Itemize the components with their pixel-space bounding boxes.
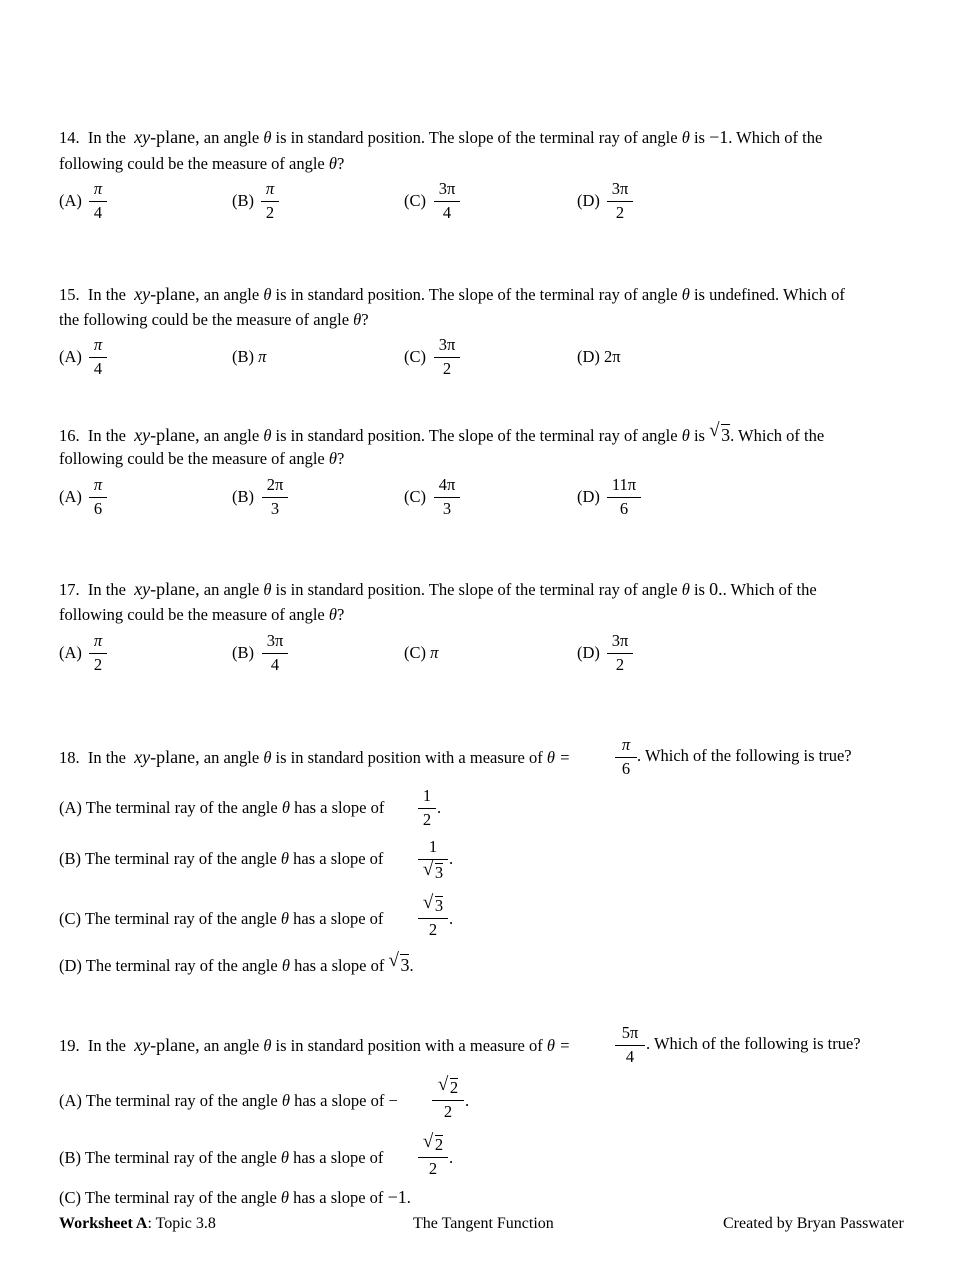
q14-choice-c-label: (C) [404, 191, 426, 210]
q14-choice-b-label: (B) [232, 191, 254, 210]
frac-num: 3π [434, 337, 460, 358]
option-has: has a slope of [294, 956, 385, 975]
frac-num: π [261, 181, 279, 202]
frac-num: 2π [262, 477, 288, 498]
q18-plane: -plane, [150, 747, 200, 767]
q14-stem-line1 [59, 128, 822, 147]
q19-measure-fraction [615, 1025, 645, 1065]
option-text: The terminal ray of the angle [85, 1091, 278, 1110]
frac-num: 1 [418, 839, 448, 860]
frac-num: π [615, 737, 637, 758]
option-sign: − [388, 1091, 398, 1110]
option-theta: θ [280, 909, 290, 928]
frac-num: 3π [434, 181, 460, 202]
q19-mid2: is in standard position with a measure of [275, 1036, 543, 1055]
q17-choice-d-label: (D) [577, 643, 600, 662]
q17-stem-line1 [59, 580, 817, 599]
option-has: has a slope of [294, 798, 385, 817]
q18-measure-fraction [615, 737, 637, 777]
option-label: (B) [59, 849, 81, 868]
q18-option-b-period: . [449, 849, 454, 868]
q19-option-b-fraction [418, 1135, 448, 1177]
q18-option-c-fraction [418, 896, 448, 938]
q17-post: . Which of the [722, 580, 817, 599]
q18-option-b [59, 851, 383, 868]
topic-label: : Topic 3.8 [147, 1215, 216, 1232]
choice-value: 2π [604, 347, 621, 366]
q17-choice-c [404, 645, 438, 662]
choice-label: (D) [577, 347, 600, 366]
q18-theta: θ [263, 748, 272, 767]
option-has: has a slope of [293, 849, 384, 868]
frac-den: 4 [442, 202, 452, 222]
q14-choice-c-fraction [434, 181, 460, 221]
q15-mid1: an angle [203, 285, 260, 304]
option-text: The terminal ray of the angle [85, 956, 278, 975]
frac-den: 2 [615, 202, 625, 222]
q16-stem-line1 [59, 424, 824, 445]
frac-den: 4 [93, 358, 103, 378]
option-theta: θ [281, 1091, 290, 1110]
q17-pre: In the [87, 580, 126, 599]
option-has: has a slope of [293, 1148, 384, 1167]
option-label: (B) [59, 1148, 81, 1167]
q14-number: 14. [59, 128, 80, 147]
frac-den: 3 [442, 498, 452, 518]
q14-theta-2: θ [681, 128, 690, 147]
q14-pre: In the [87, 128, 126, 147]
q16-qmark: ? [336, 449, 345, 468]
q18-option-a-period: . [437, 798, 442, 817]
option-has: has a slope of [293, 909, 384, 928]
q17-theta-2: θ [681, 580, 690, 599]
frac-den: 2 [428, 1158, 438, 1178]
frac-den: 2 [615, 654, 625, 674]
q18-option-a-fraction [418, 788, 436, 828]
q14-choice-a-label: (A) [59, 191, 82, 210]
q14-xy: xy [134, 127, 151, 147]
sqrt [423, 863, 443, 882]
radicand: 2 [434, 1135, 444, 1154]
option-theta: θ [280, 849, 290, 868]
footer-right: Created by Bryan Passwater [723, 1215, 904, 1232]
q15-xy: xy [134, 284, 151, 304]
frac-den: 2 [443, 1101, 453, 1121]
q16-xy: xy [134, 425, 151, 445]
option-has: has a slope of [294, 1091, 385, 1110]
choice-label: (B) [232, 347, 254, 366]
q18-stem [59, 748, 570, 767]
option-label: (C) [59, 1188, 81, 1207]
q19-option-c [59, 1188, 411, 1207]
q16-mid2: is in standard position. The slope of the terminal ray of angle [275, 426, 678, 445]
footer-center: The Tangent Function [413, 1215, 554, 1232]
frac-num: π [89, 633, 107, 654]
q15-choice-d [577, 349, 621, 366]
frac-num [432, 1078, 464, 1101]
frac-num [418, 1135, 448, 1158]
frac-den: 4 [270, 654, 280, 674]
frac-den: 6 [619, 498, 629, 518]
q17-mid1: an angle [203, 580, 260, 599]
worksheet-label: Worksheet A [59, 1215, 148, 1232]
option-theta: θ [281, 798, 290, 817]
frac-num: π [89, 477, 107, 498]
q16-is: is [693, 426, 705, 445]
q15-plane: -plane, [150, 284, 200, 304]
q16-choice-c-label: (C) [404, 487, 426, 506]
option-label: (D) [59, 956, 82, 975]
q17-theta-3: θ [328, 605, 337, 624]
frac-den: 2 [442, 358, 452, 378]
sqrt [423, 1135, 443, 1154]
q17-xy: xy [134, 579, 151, 599]
option-text: The terminal ray of the angle [85, 798, 278, 817]
q14-is: is [693, 128, 705, 147]
q16-choice-d-label: (D) [577, 487, 600, 506]
q15-pre: In the [87, 285, 126, 304]
frac-num: 3π [607, 181, 633, 202]
q17-line2: following could be the measure of angle [59, 605, 325, 624]
q14-stem-line2 [59, 156, 344, 173]
q19-option-a-fraction [432, 1078, 464, 1120]
choice-label: (C) [404, 643, 426, 662]
q14-mid2: is in standard position. The slope of the terminal ray of angle [275, 128, 678, 147]
q16-choice-d-fraction [607, 477, 641, 517]
option-label: (A) [59, 1091, 82, 1110]
q17-value: 0. [709, 579, 723, 599]
frac-num: 3π [262, 633, 288, 654]
q18-post: . Which of the following is true? [637, 746, 852, 765]
q19-option-b-period: . [449, 1148, 454, 1167]
radicand: 3 [721, 425, 731, 445]
q15-theta: θ [263, 285, 272, 304]
q14-choice-b-fraction [261, 181, 279, 221]
q19-option-a-period: . [465, 1091, 470, 1110]
q15-choice-a-label: (A) [59, 347, 82, 366]
q14-value: −1 [709, 127, 729, 147]
q16-theta-3: θ [328, 449, 337, 468]
frac-num: 3π [607, 633, 633, 654]
q16-mid1: an angle [203, 426, 260, 445]
q15-stem-line2 [59, 312, 369, 329]
radicand: 3 [434, 862, 444, 882]
q17-choice-a-label: (A) [59, 643, 82, 662]
q19-number: 19. [59, 1036, 80, 1055]
q16-stem-line2 [59, 451, 344, 468]
q16-choice-b-fraction [262, 477, 288, 517]
q15-mid2: is in standard position. The slope of the terminal ray of angle [275, 285, 678, 304]
q17-choice-b-fraction [262, 633, 288, 673]
frac-den: 6 [93, 498, 103, 518]
q15-choice-c-label: (C) [404, 347, 426, 366]
q14-choice-a-fraction [89, 181, 107, 221]
q19-pre: In the [87, 1036, 126, 1055]
q16-choice-c-fraction [434, 477, 460, 517]
q15-choice-b [232, 349, 266, 366]
option-period: . [406, 1188, 411, 1207]
q14-mid1: an angle [203, 128, 260, 147]
q17-is: is [693, 580, 705, 599]
option-theta: θ [280, 1188, 290, 1207]
q18-option-c [59, 911, 383, 928]
q16-theta-2: θ [681, 426, 690, 445]
q14-choice-d-label: (D) [577, 191, 600, 210]
q17-choice-d-fraction [607, 633, 633, 673]
frac-num: 5π [615, 1025, 645, 1046]
q19-mid1: an angle [203, 1036, 260, 1055]
sqrt [423, 896, 443, 915]
q14-theta: θ [263, 128, 272, 147]
frac-den: 6 [621, 758, 631, 778]
q15-stem-line1 [59, 285, 845, 304]
frac-num: 11π [607, 477, 641, 498]
option-text: The terminal ray of the angle [84, 849, 277, 868]
q17-mid2: is in standard position. The slope of the terminal ray of angle [275, 580, 678, 599]
option-text: The terminal ray of the angle [84, 909, 277, 928]
frac-den [418, 860, 448, 882]
sqrt [438, 1078, 458, 1097]
q18-option-b-fraction [418, 839, 448, 881]
frac-den: 3 [270, 498, 280, 518]
q18-pre: In the [87, 748, 126, 767]
frac-den: 2 [422, 809, 432, 829]
q19-stem [59, 1036, 570, 1055]
option-label: (A) [59, 798, 82, 817]
q16-choice-b-label: (B) [232, 487, 254, 506]
option-text: The terminal ray of the angle [84, 1188, 277, 1207]
q14-plane: -plane, [150, 127, 200, 147]
q17-plane: -plane, [150, 579, 200, 599]
q18-mid2: is in standard position with a measure of [275, 748, 543, 767]
q18-xy: xy [134, 747, 151, 767]
option-value: −1 [387, 1187, 407, 1207]
frac-num: 4π [434, 477, 460, 498]
q19-equation: θ = [546, 1036, 571, 1055]
q17-qmark: ? [336, 605, 345, 624]
frac-num [418, 896, 448, 919]
option-label: (C) [59, 909, 81, 928]
q15-choice-c-fraction [434, 337, 460, 377]
q16-choice-a-label: (A) [59, 487, 82, 506]
q17-choice-b-label: (B) [232, 643, 254, 662]
q19-option-b [59, 1150, 383, 1167]
q14-post: . Which of the [728, 128, 823, 147]
frac-den: 2 [265, 202, 275, 222]
q16-post: . Which of the [730, 426, 825, 445]
sqrt [388, 954, 409, 974]
frac-den: 4 [625, 1046, 635, 1066]
q15-theta-3: θ [353, 310, 362, 329]
q15-line2: the following could be the measure of angle [59, 310, 350, 329]
q14-line2: following could be the measure of angle [59, 154, 325, 173]
q15-qmark: ? [361, 310, 369, 329]
frac-num: 1 [418, 788, 436, 809]
q17-stem-line2 [59, 607, 344, 624]
q14-theta-3: θ [328, 154, 337, 173]
q18-option-a [59, 800, 384, 817]
option-period: . [409, 956, 414, 975]
q15-number: 15. [59, 285, 80, 304]
q16-pre: In the [87, 426, 126, 445]
radicand: 2 [449, 1078, 459, 1097]
q15-choice-a-fraction [89, 337, 107, 377]
q18-number: 18. [59, 748, 80, 767]
q18-mid1: an angle [203, 748, 260, 767]
q14-qmark: ? [336, 154, 345, 173]
q16-sqrt [709, 424, 730, 444]
q16-line2: following could be the measure of angle [59, 449, 325, 468]
frac-num: π [89, 337, 107, 358]
q18-option-d [59, 954, 414, 975]
frac-den: 2 [428, 919, 438, 939]
q17-theta: θ [263, 580, 272, 599]
q19-option-a [59, 1093, 398, 1110]
frac-num: π [89, 181, 107, 202]
q14-choice-d-fraction [607, 181, 633, 221]
footer-left [59, 1216, 216, 1232]
q16-plane: -plane, [150, 425, 200, 445]
choice-value: π [258, 347, 267, 366]
q18-equation: θ = [546, 748, 571, 767]
q17-choice-a-fraction [89, 633, 107, 673]
frac-den: 2 [93, 654, 103, 674]
q15-theta-2: θ [681, 285, 690, 304]
q18-option-c-period: . [449, 909, 454, 928]
q16-theta: θ [263, 426, 272, 445]
option-theta: θ [280, 1148, 290, 1167]
frac-den: 4 [93, 202, 103, 222]
option-text: The terminal ray of the angle [84, 1148, 277, 1167]
q16-number: 16. [59, 426, 80, 445]
q19-xy: xy [134, 1035, 151, 1055]
radicand: 3 [434, 896, 444, 915]
choice-value: π [430, 643, 439, 662]
radicand: 3 [400, 955, 410, 975]
option-has: has a slope of [293, 1188, 384, 1207]
q19-plane: -plane, [150, 1035, 200, 1055]
q17-number: 17. [59, 580, 80, 599]
q19-post: . Which of the following is true? [646, 1034, 861, 1053]
q15-post: is undefined. Which of [693, 285, 845, 304]
q19-theta: θ [263, 1036, 272, 1055]
q16-choice-a-fraction [89, 477, 107, 517]
option-theta: θ [281, 956, 290, 975]
